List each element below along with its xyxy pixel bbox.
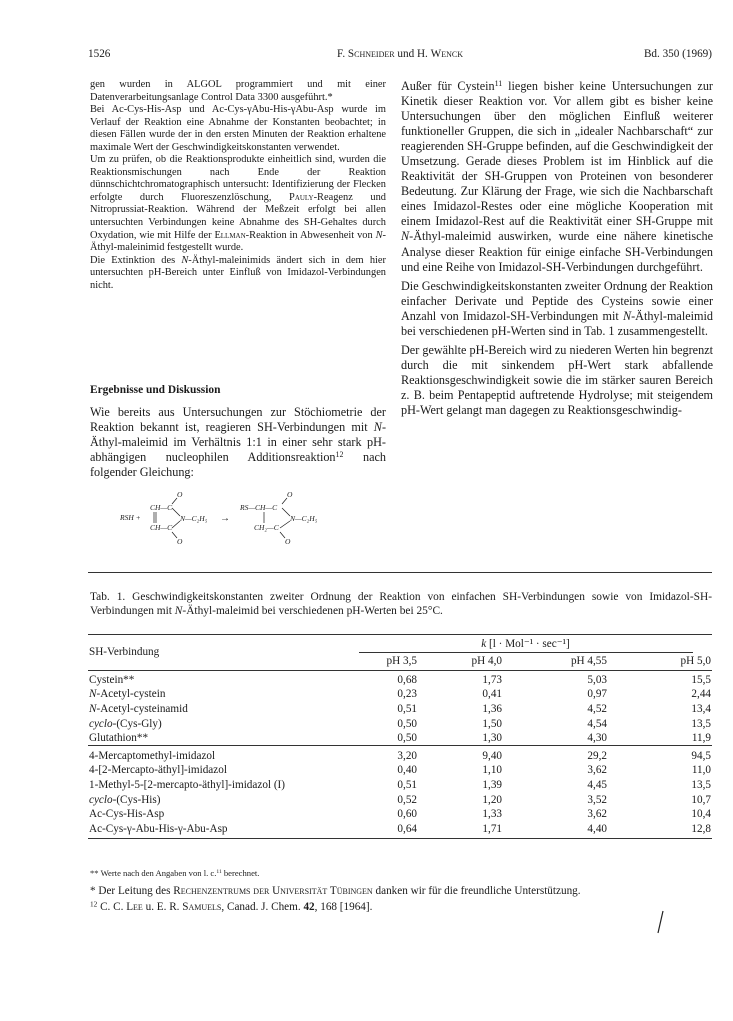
footnote-acknowledgement <box>90 884 714 899</box>
rate-value: 0,97 <box>587 688 607 701</box>
text-run: -Äthyl-maleimid auswirken, wurde eine nähere kinetische Analyse dieser Reaktion für einige einfache SH-Verbindungen und eine Reihe von Imidazol-SH-Verbindungen durchgeführt. <box>401 229 713 274</box>
rate-value: 0,41 <box>482 688 502 701</box>
text-run: -Äthyl-maleinimids ändert sich in dem hier untersuchten pH-Bereich unter Einfluß von Imidazol-Verbindungen nicht. <box>90 254 386 291</box>
table-top-rule <box>88 572 712 573</box>
compound-name-rest: -Acetyl-cysteinamid <box>96 702 188 715</box>
text-run: Die Geschwindigkeitskonstanten zweiter Ordnung der Reaktion einfacher Derivate und Peptide des Cysteins sowie einer Anzahl von Imidazol-SH-Verbindungen mit <box>401 278 713 323</box>
footnote-reference-12 <box>90 900 714 915</box>
italic-n: N <box>373 420 382 435</box>
page-number: 1526 <box>88 48 111 60</box>
table-row <box>88 687 712 702</box>
eq-product-bottom: CH₂—C <box>254 523 279 532</box>
compound-name-rest: -(Cys-Gly) <box>112 717 162 730</box>
text-run: -Äthyl-maleimid bei verschiedenen pH-Werten sind in Tab. 1 zusammengestellt. <box>401 308 713 338</box>
rate-value: 1,33 <box>482 808 502 821</box>
right-paragraph-1 <box>401 79 713 275</box>
rate-value: 1,39 <box>482 778 502 791</box>
text-run: ** Werte nach den Angaben von l. c. <box>90 868 217 878</box>
rate-value: 4,54 <box>587 717 607 730</box>
italic-n: N <box>401 229 410 244</box>
column-header-k <box>339 635 712 654</box>
compound-name: Ac-Cys-His-Asp <box>89 808 165 821</box>
compound-name: 4-[2-Mercapto-äthyl]-imidazol <box>89 764 227 777</box>
rate-value: 5,03 <box>502 670 607 687</box>
name-pauly: Pauly <box>289 191 314 203</box>
rate-value: 94,5 <box>607 746 712 763</box>
rate-value: 1,36 <box>482 702 502 715</box>
text-run: Die Extinktion des <box>90 254 182 266</box>
table-row <box>88 716 712 731</box>
rate-value: 4,52 <box>587 702 607 715</box>
table-row <box>88 763 712 778</box>
table-row <box>88 807 712 822</box>
methods-paragraph-4 <box>90 255 386 293</box>
text-run: Wie bereits aus Untersuchungen zur Stöchiometrie der Reaktion bekannt ist, reagieren SH-Verbindungen mit <box>90 405 386 435</box>
italic-n: N <box>375 229 383 241</box>
right-column <box>401 79 713 418</box>
compound-name: Glutathion** <box>89 732 149 745</box>
rate-value: 1,10 <box>482 764 502 777</box>
column-header-compound: SH-Verbindung <box>88 635 339 671</box>
rate-value: 0,40 <box>397 764 417 777</box>
rate-value: 12,8 <box>607 821 712 838</box>
k-unit: [l · Mol⁻¹ · sec⁻¹] <box>489 638 570 650</box>
table-footnote <box>90 868 259 878</box>
section-heading: Ergebnisse und Diskussion <box>90 384 221 396</box>
reaction-equation <box>120 488 360 548</box>
reference-marker: 12 <box>335 450 344 460</box>
eq-product-top: RS—CH—C <box>240 503 278 512</box>
pen-mark <box>655 910 667 934</box>
k-symbol: k <box>481 638 487 650</box>
compound-name <box>88 687 339 702</box>
rate-value: 1,50 <box>482 717 502 730</box>
rate-constant-table <box>88 634 712 839</box>
eq-ring-bottom: CH—C <box>150 523 173 532</box>
italic-prefix: cyclo <box>89 717 113 730</box>
table-row <box>88 821 712 838</box>
results-paragraph <box>90 405 386 480</box>
compound-name <box>88 792 339 807</box>
text-run: C. C. <box>97 901 127 913</box>
text-run: -Reaktion in Abwesenheit von <box>245 229 376 241</box>
reference-marker: 11 <box>494 79 503 89</box>
text-run: * Der Leitung des <box>90 885 174 897</box>
rate-value: 0,50 <box>397 732 417 745</box>
text-run: , Canad. J. Chem. <box>221 901 304 913</box>
reference-marker: 12 <box>90 900 98 909</box>
right-paragraph-2 <box>401 279 713 339</box>
table-header-row <box>88 635 712 654</box>
rate-value: 0,60 <box>397 808 417 821</box>
eq-oxygen: O <box>285 537 291 546</box>
reference-marker: 11 <box>216 869 222 876</box>
italic-prefix: N <box>89 702 97 715</box>
eq-ring-top: CH—C <box>150 503 173 512</box>
eq-oxygen: O <box>287 490 293 499</box>
text-run: u. E. R. <box>142 901 183 913</box>
compound-name-rest: -Acetyl-cystein <box>96 688 166 701</box>
eq-n-group: N—C₂H₅ <box>180 514 208 523</box>
volume-number: 42 <box>303 901 315 913</box>
compound-name: Ac-Cys-γ-Abu-His-γ-Abu-Asp <box>88 821 339 838</box>
text-run: Um zu prüfen, ob die Reaktionsprodukte einheitlich sind, wurden die Reaktionsmischungen nach Ende der Reaktion dünnschichtchromatographisch untersucht: Identifizierung der Flecken erfolgte durch Fluoreszenzlöschung, <box>90 154 386 203</box>
rate-value: 0,64 <box>339 821 417 838</box>
rate-value: 10,7 <box>691 793 711 806</box>
rate-value: 9,40 <box>417 746 502 763</box>
running-header <box>88 48 712 62</box>
column-header-ph: pH 4,55 <box>570 655 607 668</box>
rate-value: 1,30 <box>482 732 502 745</box>
eq-reactant: RSH + <box>120 513 141 522</box>
rate-value: 1,73 <box>417 670 502 687</box>
rate-value: 0,52 <box>397 793 417 806</box>
rate-value: 13,5 <box>691 717 711 730</box>
name-ellman: Ellman <box>214 229 246 241</box>
table-row <box>88 746 712 763</box>
rate-value: 0,68 <box>339 670 417 687</box>
rate-value: 1,20 <box>482 793 502 806</box>
eq-bond <box>282 508 290 516</box>
left-column-methods <box>90 79 386 292</box>
eq-oxygen: O <box>177 537 183 546</box>
italic-prefix: cyclo <box>89 793 113 806</box>
text-run: -Äthyl-maleimid bei verschiedenen pH-Werten bei 25°C. <box>182 605 443 618</box>
rate-value: 0,50 <box>397 717 417 730</box>
rate-value: 4,30 <box>587 732 607 745</box>
methods-paragraph-3 <box>90 154 386 254</box>
table-row <box>88 731 712 746</box>
italic-prefix: N <box>89 688 97 701</box>
compound-name <box>88 702 339 717</box>
table-row <box>88 792 712 807</box>
rate-value: 29,2 <box>502 746 607 763</box>
text-run: berechnet. <box>221 868 260 878</box>
compound-name-rest: -(Cys-His) <box>112 793 161 806</box>
rate-value: 1,71 <box>417 821 502 838</box>
eq-n-group: N—C₂H₅ <box>290 514 318 523</box>
italic-n: N <box>181 254 189 266</box>
rate-value: 4,45 <box>587 778 607 791</box>
compound-name: Cystein** <box>88 670 339 687</box>
column-header-ph: pH 5,0 <box>680 655 711 668</box>
text-run: liegen bisher keine Untersuchungen zur Kinetik dieser Reaktion vor. Vor allem gibt es bisher keine Untersuchungen über den möglichen Einfluß weiterer funktioneller Gruppen, die sich in „idealer Nachbarschaft“ zur reagierenden SH-Gruppe befinden, auf die Geschwindigkeit der Umsetzung. Gerade dieses Problem ist im Hinblick auf die Reaktivität der SH-Gruppen von Proteinen von besonderer Bedeutung. Zur Klärung der Frage, wie sich die Nachbarschaft eines Imidazol-Restes oder eine mögliche Kooperation mit einem Imidazol-Rest auf die Reaktivität einer SH-Gruppe mit <box>401 79 713 229</box>
rate-value: 3,62 <box>587 808 607 821</box>
eq-bond <box>172 521 180 528</box>
author-lee: Lee <box>126 901 143 913</box>
rate-value: 2,44 <box>691 688 711 701</box>
rate-value: 13,5 <box>691 778 711 791</box>
italic-n: N <box>622 308 632 323</box>
text-run: Tab. 1. Geschwindigkeitskonstanten zweiter Ordnung der Reaktion von einfachen SH-Verbindungen sowie von Imidazol-SH-Verbindungen mit <box>90 591 712 618</box>
table-row <box>88 670 712 687</box>
eq-bond <box>172 508 180 516</box>
text-run: -Äthyl-maleimid im Verhältnis 1:1 in einer sehr stark pH-abhängigen nucleophilen Additionsreaktion <box>90 420 386 465</box>
rate-value: 11,0 <box>691 764 711 777</box>
institution-name: Rechenzentrums der Universität Tübingen <box>173 885 373 897</box>
table-row <box>88 702 712 717</box>
table-row <box>88 778 712 793</box>
text-run: nach folgender Gleichung: <box>90 450 386 480</box>
author-schneider: Schneider <box>347 48 395 60</box>
rate-value: 3,62 <box>587 764 607 777</box>
compound-name: 4-Mercaptomethyl-imidazol <box>88 746 339 763</box>
rate-value: 3,20 <box>339 746 417 763</box>
right-paragraph-3: Der gewählte pH-Bereich wird zu niederen Werten hin begrenzt durch die mit sinkendem pH-Wert stark abfallende Reaktionsgeschwindigkeit sowie die im stärker sauren Bereich z. B. beim Pentapeptid auftretende Hydrolyse; mit steigendem pH-Wert gelangt man dagegen zu Reaktionsgeschwindig- <box>401 342 713 417</box>
eq-bond <box>280 521 290 528</box>
compound-name: 1-Methyl-5-[2-mercapto-äthyl]-imidazol (I) <box>89 778 286 791</box>
left-column-results <box>90 405 386 480</box>
rate-value: 0,23 <box>397 688 417 701</box>
author-samuels: Samuels <box>182 901 222 913</box>
text-run: danken wir für die freundliche Unterstützung. <box>372 885 581 897</box>
rate-value: 11,9 <box>691 732 711 745</box>
text-run: -Äthyl-maleinimid festgestellt wurde. <box>90 229 386 254</box>
rate-value: 3,52 <box>587 793 607 806</box>
italic-n: N <box>174 605 183 618</box>
column-header-ph: pH 4,0 <box>471 655 502 668</box>
eq-arrow: → <box>220 513 230 524</box>
authors-prefix: F. <box>337 48 348 60</box>
eq-oxygen: O <box>177 490 183 499</box>
methods-paragraph-1: gen wurden in ALGOL programmiert und mit einer Datenverarbeitungsanlage Control Data 3300 ausgeführt.* <box>90 79 386 103</box>
text-run: Außer für Cystein <box>401 79 495 93</box>
column-header-ph: pH 3,5 <box>386 655 417 668</box>
compound-name <box>88 716 339 731</box>
author-wenck: Wenck <box>430 48 463 60</box>
rate-value: 13,4 <box>691 702 711 715</box>
table-body <box>88 670 712 839</box>
rate-value: 15,5 <box>607 670 712 687</box>
rate-value: 4,40 <box>502 821 607 838</box>
rate-value: 0,51 <box>397 702 417 715</box>
authors-join: und H. <box>394 48 431 60</box>
rate-value: 10,4 <box>691 808 711 821</box>
methods-paragraph-2: Bei Ac-Cys-His-Asp und Ac-Cys-γAbu-His-γAbu-Asp wurde im Verlauf der Reaktion eine Abnahme der Konstanten beobachtet; in diesen Fällen wurde der in den ersten Minuten der Reaktion erhaltene maximale Wert der Geschwindigkeitskonstanten verwendet. <box>90 104 386 153</box>
rate-value: 0,51 <box>397 778 417 791</box>
table-caption <box>90 590 712 619</box>
volume-info: Bd. 350 (1969) <box>643 48 712 60</box>
text-run: -Reagenz und Nitroprussiat-Reaktion. Während der Meßzeit erfolgt bei allen untersuchten Verbindungen keine Abnahme des SH-Gehaltes durch Oxydation, wie mit Hilfe der <box>90 191 386 241</box>
header-authors <box>88 48 712 60</box>
text-run: , 168 [1964]. <box>314 901 373 913</box>
